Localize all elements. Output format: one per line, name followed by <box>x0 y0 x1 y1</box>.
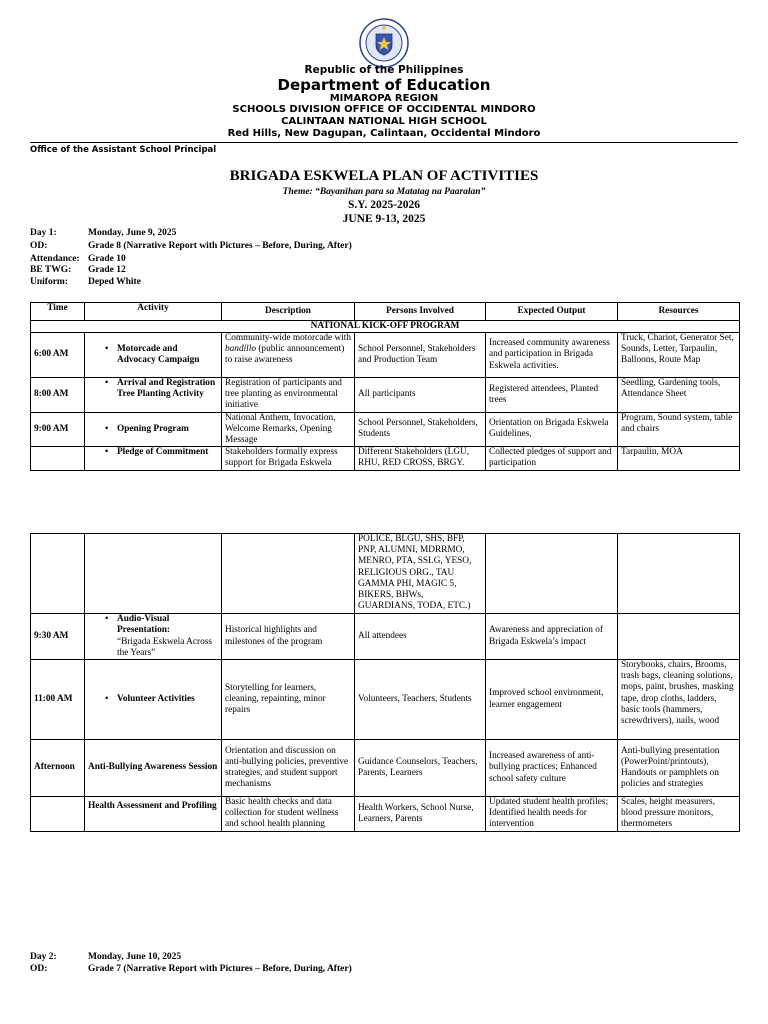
cell-time <box>31 797 85 832</box>
school-address: Red Hills, New Dagupan, Calintaan, Occidental Mindoro <box>227 128 541 139</box>
cell-output: Collected pledges of support and participation <box>486 447 618 470</box>
office-label: Office of the Assistant School Principal <box>30 145 217 155</box>
cell-persons: Volunteers, Teachers, Students <box>355 660 486 740</box>
table-row <box>31 333 740 378</box>
date-range: JUNE 9-13, 2025 <box>342 213 426 225</box>
table-header-row <box>31 303 740 321</box>
cell-resources: Truck, Chariot, Generator Set, Sounds, Letter, Tarpaulin, Balloons, Route Map <box>618 333 740 378</box>
deped-seal-icon <box>359 18 409 68</box>
cell-description: Storytelling for learners, cleaning, repainting, minor repairs <box>222 660 355 740</box>
cell-activity <box>85 534 222 614</box>
cell-activity: • Motorcade and Advocacy Campaign <box>85 333 222 378</box>
cell-resources: Seedling, Gardening tools, Attendance Sheet <box>618 378 740 413</box>
cell-resources: Scales, height measurers, blood pressure monitors, thermometers <box>618 797 740 832</box>
day1-info-row: BE TWG: Grade 12 <box>30 265 126 275</box>
table-row <box>31 797 740 832</box>
cell-time <box>31 447 85 470</box>
cell-resources: Tarpaulin, MOA <box>618 447 740 470</box>
region-name: MIMAROPA REGION <box>329 93 439 104</box>
division-name: SCHOOLS DIVISION OFFICE OF OCCIDENTAL MINDORO <box>232 104 536 115</box>
cell-time: 9:00 AM <box>31 412 85 447</box>
cell-persons: School Personnel, Stakeholders and Production Team <box>355 333 486 378</box>
cell-activity: • Audio-Visual Presentation: “Brigada Eskwela Across the Years” <box>85 614 222 660</box>
document-theme: Theme: “Bayanihan para sa Matatag na Paaralan” <box>282 187 486 197</box>
cell-activity: Health Assessment and Profiling <box>85 797 222 832</box>
day1-info-row: Uniform: Deped White <box>30 277 141 287</box>
cell-description: National Anthem, Invocation, Welcome Remarks, Opening Message <box>222 412 355 447</box>
activities-table-part1 <box>30 302 740 471</box>
cell-resources: Storybooks, chairs, Brooms, trash bags, cleaning solutions, mops, paint, brushes, masking tape, drop cloths, ladders, basic tools (hammers, screwdrivers), nails, wood <box>618 660 740 740</box>
section-row <box>31 321 740 333</box>
cell-output: Increased community awareness and participation in Brigada Eskwela activities. <box>486 333 618 378</box>
cell-output <box>486 534 618 614</box>
cell-description <box>222 534 355 614</box>
cell-resources: Program, Sound system, table and chairs <box>618 412 740 447</box>
republic-line: Republic of the Philippines <box>304 64 464 76</box>
letterhead-divider <box>30 142 738 143</box>
day1-info-row: Attendance: Grade 10 <box>30 254 126 264</box>
cell-output: Awareness and appreciation of Brigada Eskwela’s impact <box>486 614 618 660</box>
table-row <box>31 447 740 470</box>
table-row <box>31 740 740 797</box>
cell-time: Afternoon <box>31 740 85 797</box>
activities-table-part2 <box>30 533 740 832</box>
cell-description: Stakeholders formally express support for Brigada Eskwela <box>222 447 355 470</box>
header-activity: Activity <box>85 303 222 321</box>
cell-output: Orientation on Brigada Eskwela Guidelines, <box>486 412 618 447</box>
table-row <box>31 534 740 614</box>
cell-output: Increased awareness of anti-bullying practices; Enhanced school safety culture <box>486 740 618 797</box>
table-row <box>31 660 740 740</box>
day1-info-row: Day 1: Monday, June 9, 2025 <box>30 228 177 238</box>
header-output: Expected Output <box>486 303 618 321</box>
department-name: Department of Education <box>277 76 491 94</box>
cell-output: Updated student health profiles; Identified health needs for intervention <box>486 797 618 832</box>
school-name: CALINTAAN NATIONAL HIGH SCHOOL <box>281 116 487 127</box>
cell-persons: Health Workers, School Nurse, Learners, Parents <box>355 797 486 832</box>
cell-resources <box>618 534 740 614</box>
day1-info-row: OD: Grade 8 (Narrative Report with Pictures – Before, During, After) <box>30 241 352 251</box>
cell-output: Registered attendees, Planted trees <box>486 378 618 413</box>
header-persons: Persons Involved <box>355 303 486 321</box>
header-resources: Resources <box>618 303 740 321</box>
cell-persons: All participants <box>355 378 486 413</box>
cell-description: Registration of participants and tree planting as environmental initiative <box>222 378 355 413</box>
day2-info-row: OD: Grade 7 (Narrative Report with Pictures – Before, During, After) <box>30 964 352 974</box>
cell-resources <box>618 614 740 660</box>
header-time: Time <box>31 303 85 321</box>
cell-output: Improved school environment, learner engagement <box>486 660 618 740</box>
cell-activity: Anti-Bullying Awareness Session <box>85 740 222 797</box>
cell-resources: Anti-bullying presentation (PowerPoint/printouts), Handouts or pamphlets on policies and strategies <box>618 740 740 797</box>
cell-time: 8:00 AM <box>31 378 85 413</box>
cell-activity: • Pledge of Commitment <box>85 447 222 470</box>
cell-description: Basic health checks and data collection for student wellness and school health planning <box>222 797 355 832</box>
table-row <box>31 614 740 660</box>
cell-persons: School Personnel, Stakeholders, Students <box>355 412 486 447</box>
cell-description: Historical highlights and milestones of the program <box>222 614 355 660</box>
cell-description: Community-wide motorcade with bandillo (public announcement) to raise awareness <box>222 333 355 378</box>
cell-time <box>31 534 85 614</box>
cell-persons: All attendees <box>355 614 486 660</box>
document-title: BRIGADA ESKWELA PLAN OF ACTIVITIES <box>229 168 539 184</box>
section-label: NATIONAL KICK-OFF PROGRAM <box>31 321 740 333</box>
cell-activity: • Arrival and Registration Tree Planting Activity <box>85 378 222 413</box>
table-row <box>31 412 740 447</box>
table-row <box>31 378 740 413</box>
day2-info-row: Day 2: Monday, June 10, 2025 <box>30 952 182 962</box>
header-description: Description <box>222 303 355 321</box>
cell-persons: POLICE, BLGU, SHS, BFP, PNP, ALUMNI, MDRRMO, MENRO, PTA, SSLG, YESO, RELIGIOUS ORG., TAU GAMMA PHI, MAGIC 5, BIKERS, BHWs, GUARDIANS, TODA, ETC.) <box>355 534 486 614</box>
cell-time: 11:00 AM <box>31 660 85 740</box>
cell-time: 9:30 AM <box>31 614 85 660</box>
cell-time: 6:00 AM <box>31 333 85 378</box>
cell-activity: • Volunteer Activities <box>85 660 222 740</box>
cell-persons: Different Stakeholders (LGU, RHU, RED CROSS, BRGY. <box>355 447 486 470</box>
cell-activity: • Opening Program <box>85 412 222 447</box>
cell-persons: Guidance Counselors, Teachers, Parents, Learners <box>355 740 486 797</box>
school-year: S.Y. 2025-2026 <box>347 199 421 211</box>
cell-description: Orientation and discussion on anti-bullying policies, preventive strategies, and student support mechanisms <box>222 740 355 797</box>
